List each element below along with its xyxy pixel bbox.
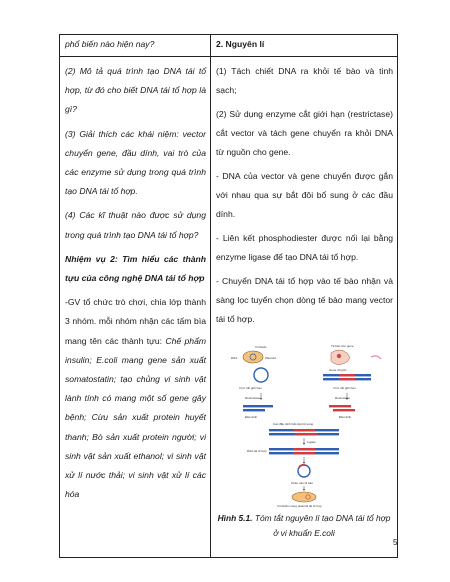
donor-cell-icon: [331, 350, 350, 365]
bacterium-icon: [243, 351, 263, 363]
label-restrictase-right: Restrictase: [335, 396, 351, 400]
principle-cell: [211, 57, 398, 558]
label-plasmid: Plasmid: [265, 356, 276, 360]
dna-strand-icon: [371, 356, 381, 359]
label-donor-cell: Tế bào cho gene: [331, 344, 354, 348]
principle-note-1: - DNA của vector và gene chuyển được gắn với nhau qua sự bắt đôi bổ sung ở các đầu dính.: [216, 171, 393, 219]
task-body: [65, 293, 206, 504]
label-bacterium: Vi khuẩn: [255, 345, 267, 349]
caption-number: Hình 5.1.: [217, 513, 253, 523]
section-heading: 2. Nguyên lí: [216, 39, 265, 49]
page-number: 5: [393, 538, 398, 547]
label-cut-left: Vị trí cắt giới hạn: [239, 386, 262, 390]
label-cut-right: Vị trí cắt giới hạn: [333, 386, 356, 390]
task-items: Chế phẩm insulin; E.coli mang gene sản xuất somatostatin; tạo chủng vi sinh vật lành tính có mang một số gene gây bệnh; Cừu sản xuất protein huyết thanh; Bò sản xuất protein người; vi sinh vật sản xuất ethanol; vi sinh vật xử lí nước thải; vi sinh vật xử lí các hóa: [65, 335, 207, 500]
label-pairing: Các đầu dính bắt cặp bổ sung: [273, 422, 314, 426]
principle-note-2: - Liên kết phosphodiester được nối lại bằng enzyme ligase để tạo DNA tái tổ hợp.: [216, 233, 393, 262]
plasmid-icon: [254, 368, 268, 382]
principle-note-3: - Chuyển DNA tái tổ hợp vào tế bào nhận và sàng lọc tuyển chọn dòng tế bào mang vector tái tổ hợp.: [216, 276, 393, 324]
final-bacterium-icon: [292, 492, 316, 502]
recombinant-dna-diagram: [211, 339, 397, 509]
principle-step-2: (2) Sử dụng enzyme cắt giới hạn (restrictase) cắt vector và tách gene chuyển ra khỏi DNA từ nguồn cho gene.: [216, 109, 393, 157]
task-body-text: -GV tổ chức trò chơi, chia lớp thành 3 nhóm. mỗi nhóm nhận các tấm bìa mang tên các thành tựu:: [65, 297, 206, 346]
question-4: (4) Các kĩ thuật nào được sử dụng trong quá trình tạo DNA tái tổ hợp?: [65, 210, 206, 240]
principle-step-1: (1) Tách chiết DNA ra khỏi tế bào và tinh sạch;: [216, 66, 393, 95]
label-into-cell: Chèn vào tế bào: [291, 481, 314, 485]
questions-cell: [60, 57, 211, 558]
row1-left-cell: [60, 35, 211, 57]
row1-right-cell: [211, 35, 398, 57]
caption-text: Tóm tắt nguyên lí tạo DNA tái tổ hợp ở vi khuẩn E.coli: [252, 513, 391, 538]
label-sticky-right: Đầu dính: [339, 415, 352, 419]
task-heading: Nhiệm vụ 2: Tìm hiểu các thành tựu của công nghệ DNA tái tổ hợp: [65, 253, 206, 284]
question-fragment: phổ biến nào hiện nay?: [65, 39, 155, 49]
question-2: (2) Mô tả quá trình tạo DNA tái tổ hợp, từ đó cho biết DNA tái tổ hợp là gì?: [65, 66, 206, 115]
label-restrictase-left: Restrictase: [245, 396, 261, 400]
label-recombinant: DNA tái tổ hợp: [247, 449, 267, 453]
label-dna: DNA: [231, 356, 238, 360]
label-final: Vi khuẩn mang plasmid tái tổ hợp: [277, 504, 322, 508]
question-3: (3) Giải thích các khái niệm: vector chuyển gene, đầu dính, vai trò của các enzyme sử dụng trong quá trình tạo DNA tái tổ hợp.: [65, 128, 206, 197]
label-sticky-left: Đầu dính: [245, 415, 258, 419]
label-gene-transfer: Gene chuyển: [329, 368, 347, 372]
label-ligase: Ligase: [307, 440, 316, 444]
figure-caption: [211, 511, 397, 541]
lesson-table: [59, 34, 398, 558]
